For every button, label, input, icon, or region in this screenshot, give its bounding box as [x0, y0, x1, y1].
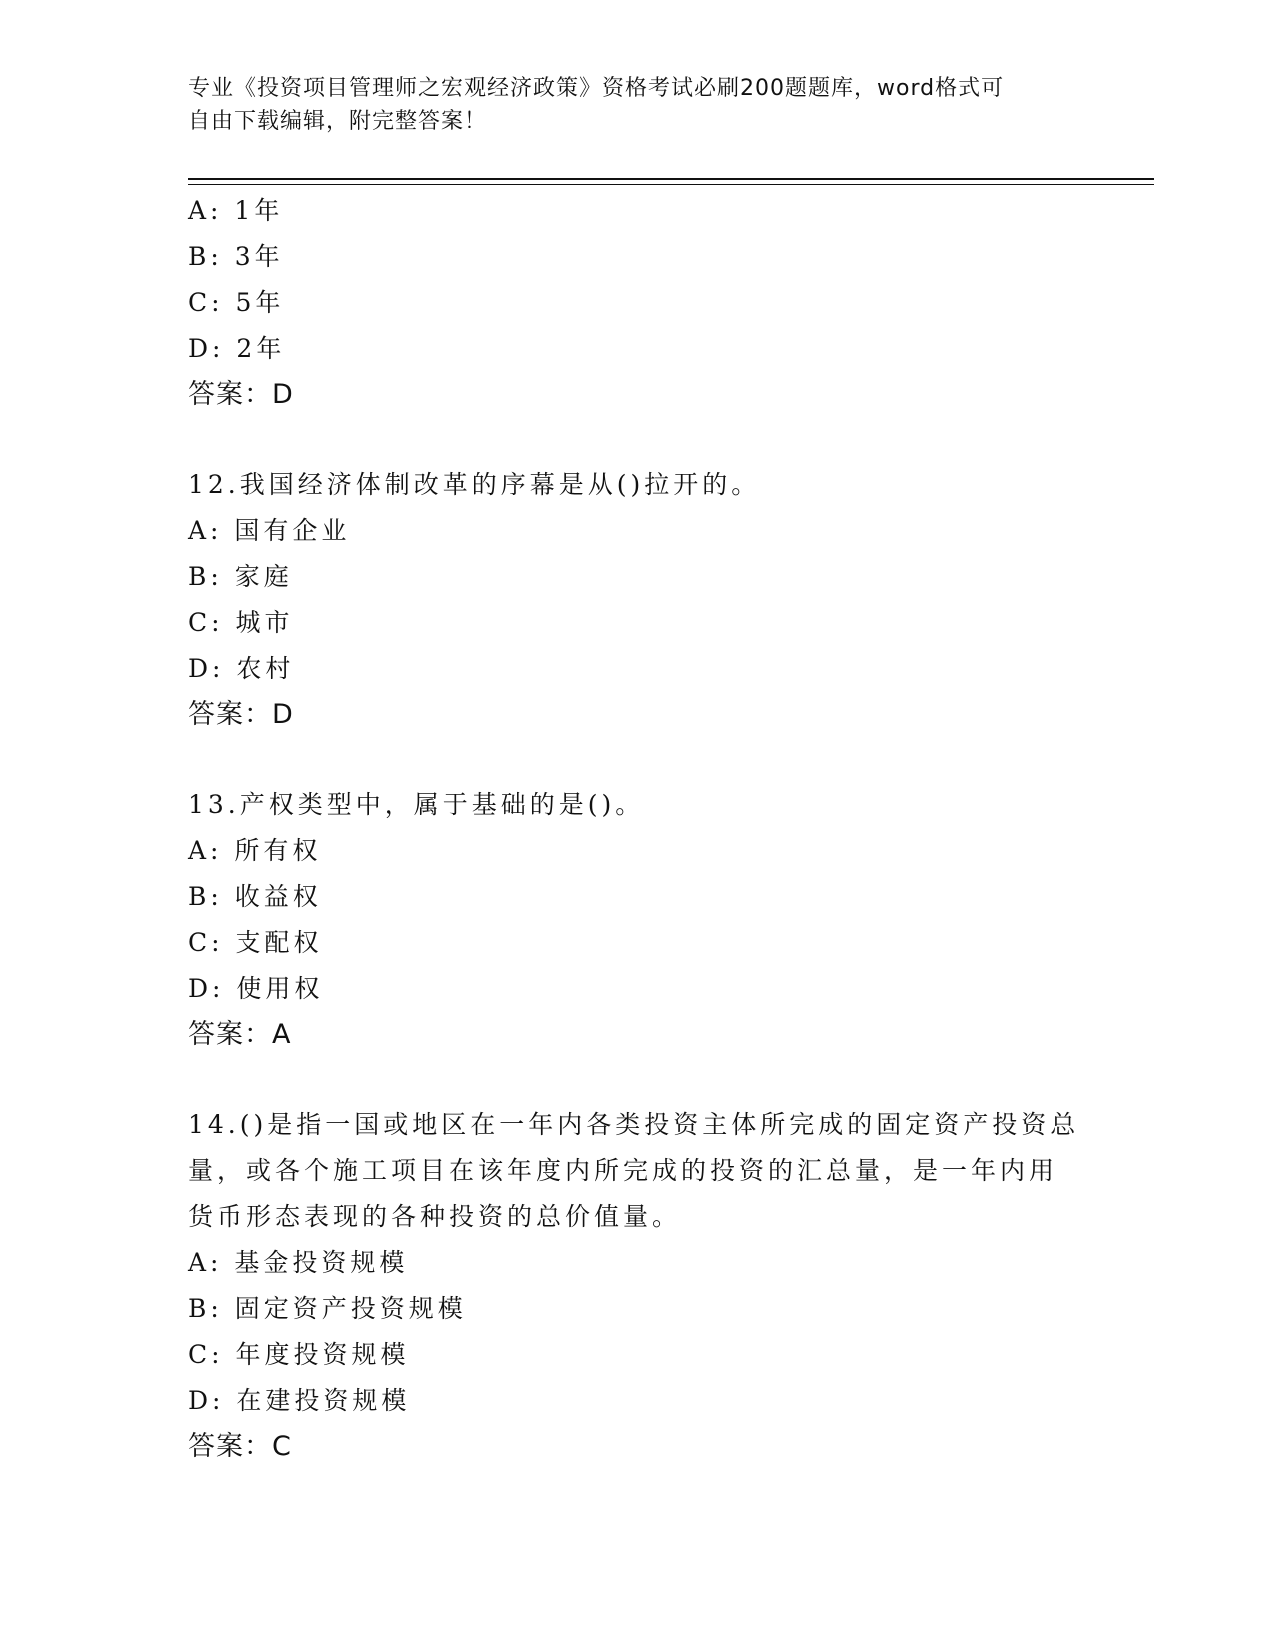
option-a: A: 所有权 [188, 836, 322, 865]
option-b: B: 3年 [188, 242, 284, 271]
question-title-line-1: 14.()是指一国或地区在一年内各类投资主体所完成的固定资产投资总 [188, 1110, 1080, 1139]
option-b: B: 固定资产投资规模 [188, 1294, 467, 1323]
question-11-tail [188, 188, 1088, 418]
option-b: B: 收益权 [188, 882, 322, 911]
option-b: B: 家庭 [188, 562, 293, 591]
question-12 [188, 462, 1088, 738]
option-d: D: 2年 [188, 334, 286, 363]
question-title: 12.我国经济体制改革的序幕是从()拉开的。 [188, 470, 761, 499]
option-c: C: 城市 [188, 608, 294, 637]
question-14 [188, 1102, 1088, 1470]
option-d: D: 农村 [188, 654, 295, 683]
option-c: C: 5年 [188, 288, 285, 317]
question-title: 13.产权类型中，属于基础的是()。 [188, 790, 645, 819]
spacer [188, 1058, 1088, 1102]
header-line-1: 专业《投资项目管理师之宏观经济政策》资格考试必刷200题题库，word格式可 [188, 76, 1005, 101]
spacer [188, 738, 1088, 782]
option-c: C: 支配权 [188, 928, 323, 957]
question-content [188, 188, 1088, 1470]
option-d: D: 在建投资规模 [188, 1386, 411, 1415]
question-title-line-3: 货币形态表现的各种投资的总价值量。 [188, 1202, 682, 1231]
question-title-line-2: 量，或各个施工项目在该年度内所完成的投资的汇总量，是一年内用 [188, 1156, 1059, 1185]
answer: 答案：D [188, 699, 294, 730]
document-header [188, 72, 1068, 138]
question-13 [188, 782, 1088, 1058]
answer: 答案：A [188, 1019, 292, 1050]
header-divider-thin [188, 184, 1154, 185]
answer: 答案：D [188, 379, 294, 410]
option-c: C: 年度投资规模 [188, 1340, 410, 1369]
option-a: A: 国有企业 [188, 516, 351, 545]
option-d: D: 使用权 [188, 974, 324, 1003]
header-line-2: 自由下载编辑，附完整答案！ [188, 109, 488, 134]
answer: 答案：C [188, 1431, 292, 1462]
option-a: A: 1年 [188, 196, 284, 225]
option-a: A: 基金投资规模 [188, 1248, 409, 1277]
header-divider-thick [188, 178, 1154, 180]
spacer [188, 418, 1088, 462]
